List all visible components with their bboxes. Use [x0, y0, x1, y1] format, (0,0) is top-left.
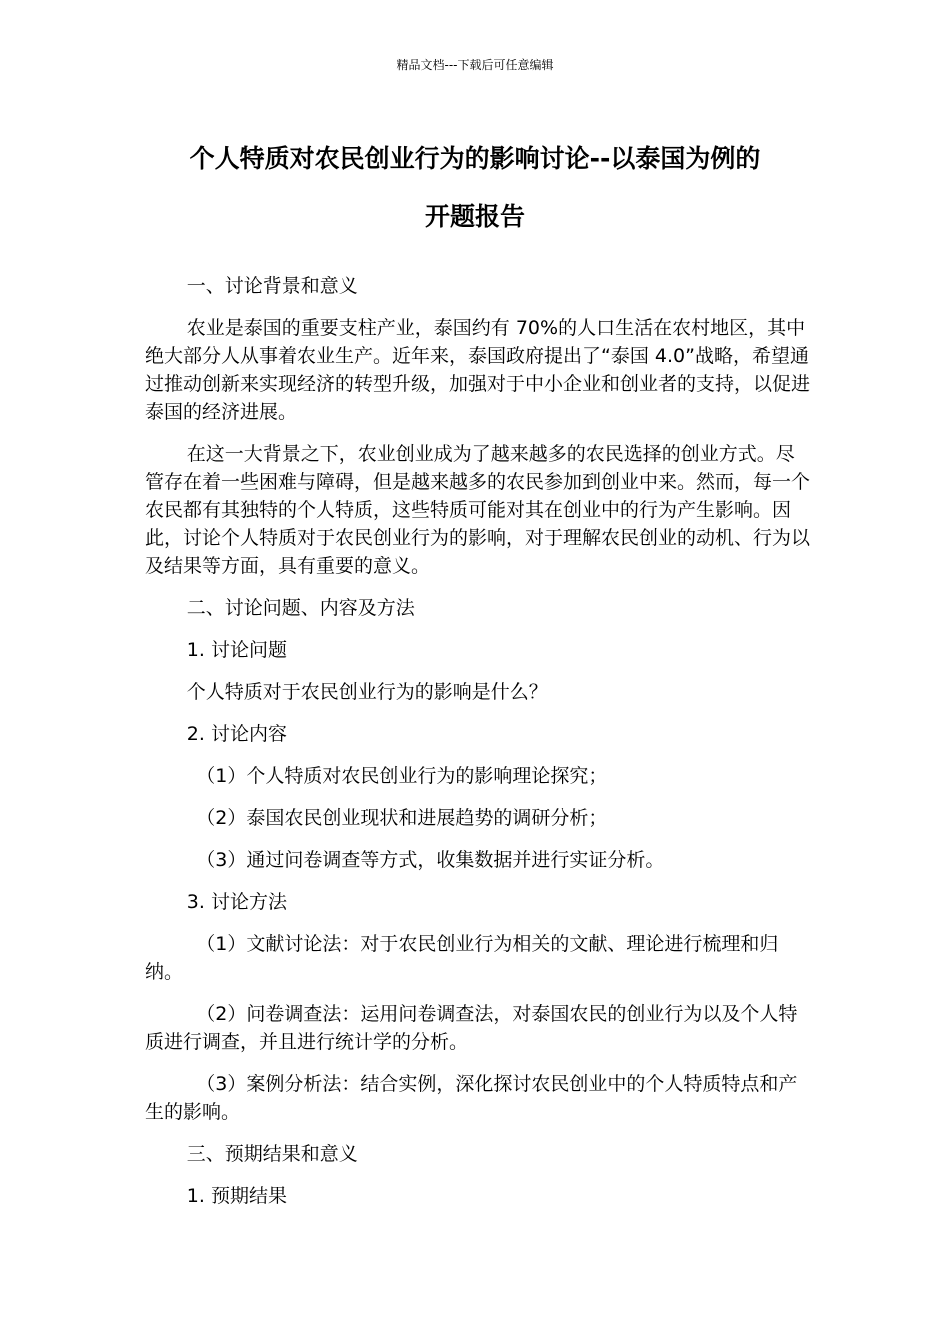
- research-method-heading: 3. 讨论方法: [186, 891, 287, 913]
- section-1-paragraph-1: 农业是泰国的重要支柱产业，泰国约有 70%的人口生活在农村地区，其中绝大部分人从事着农业生产。近年来，泰国政府提出了“泰国 4.0”战略，希望通过推动创新来实现经济的转型升级，加强对于中小企业和创业者的支持，以促进泰国的经济进展。: [145, 317, 811, 423]
- title-line-2: 开题报告: [424, 202, 525, 231]
- document-body: [145, 272, 810, 1224]
- document-title: [120, 130, 830, 246]
- research-method-item-3: （3）案例分析法：结合实例，深化探讨农民创业中的个人特质特点和产生的影响。: [145, 1073, 798, 1123]
- research-question-heading: 1. 讨论问题: [186, 639, 287, 661]
- research-content-heading: 2. 讨论内容: [186, 723, 287, 745]
- research-method-item-2: （2）问卷调查法：运用问卷调查法，对泰国农民的创业行为以及个人特质进行调查，并且进行统计学的分析。: [145, 1003, 798, 1053]
- title-line-1: 个人特质对农民创业行为的影响讨论--以泰国为例的: [189, 144, 761, 173]
- research-content-item-3: （3）通过问卷调查等方式，收集数据并进行实证分析。: [196, 849, 665, 871]
- section-1-paragraph-2: 在这一大背景之下，农业创业成为了越来越多的农民选择的创业方式。尽管存在着一些困难与障碍，但是越来越多的农民参加到创业中来。然而，每一个农民都有其独特的个人特质，这些特质可能对其在创业中的行为产生影响。因此，讨论个人特质对于农民创业行为的影响，对于理解农民创业的动机、行为以及结果等方面，具有重要的意义。: [145, 443, 811, 577]
- section-1-heading: 一、讨论背景和意义: [186, 275, 358, 297]
- research-method-item-1: （1）文献讨论法：对于农民创业行为相关的文献、理论进行梳理和归纳。: [145, 933, 779, 983]
- section-3-heading: 三、预期结果和意义: [186, 1143, 358, 1165]
- section-2-heading: 二、讨论问题、内容及方法: [186, 597, 415, 619]
- expected-results-heading: 1. 预期结果: [186, 1185, 287, 1207]
- research-content-item-2: （2）泰国农民创业现状和进展趋势的调研分析；: [196, 807, 608, 829]
- research-question-text: 个人特质对于农民创业行为的影响是什么？: [186, 681, 548, 703]
- research-content-item-1: （1）个人特质对农民创业行为的影响理论探究；: [196, 765, 608, 787]
- page-header-note: 精品文档---下载后可任意编辑: [396, 58, 554, 72]
